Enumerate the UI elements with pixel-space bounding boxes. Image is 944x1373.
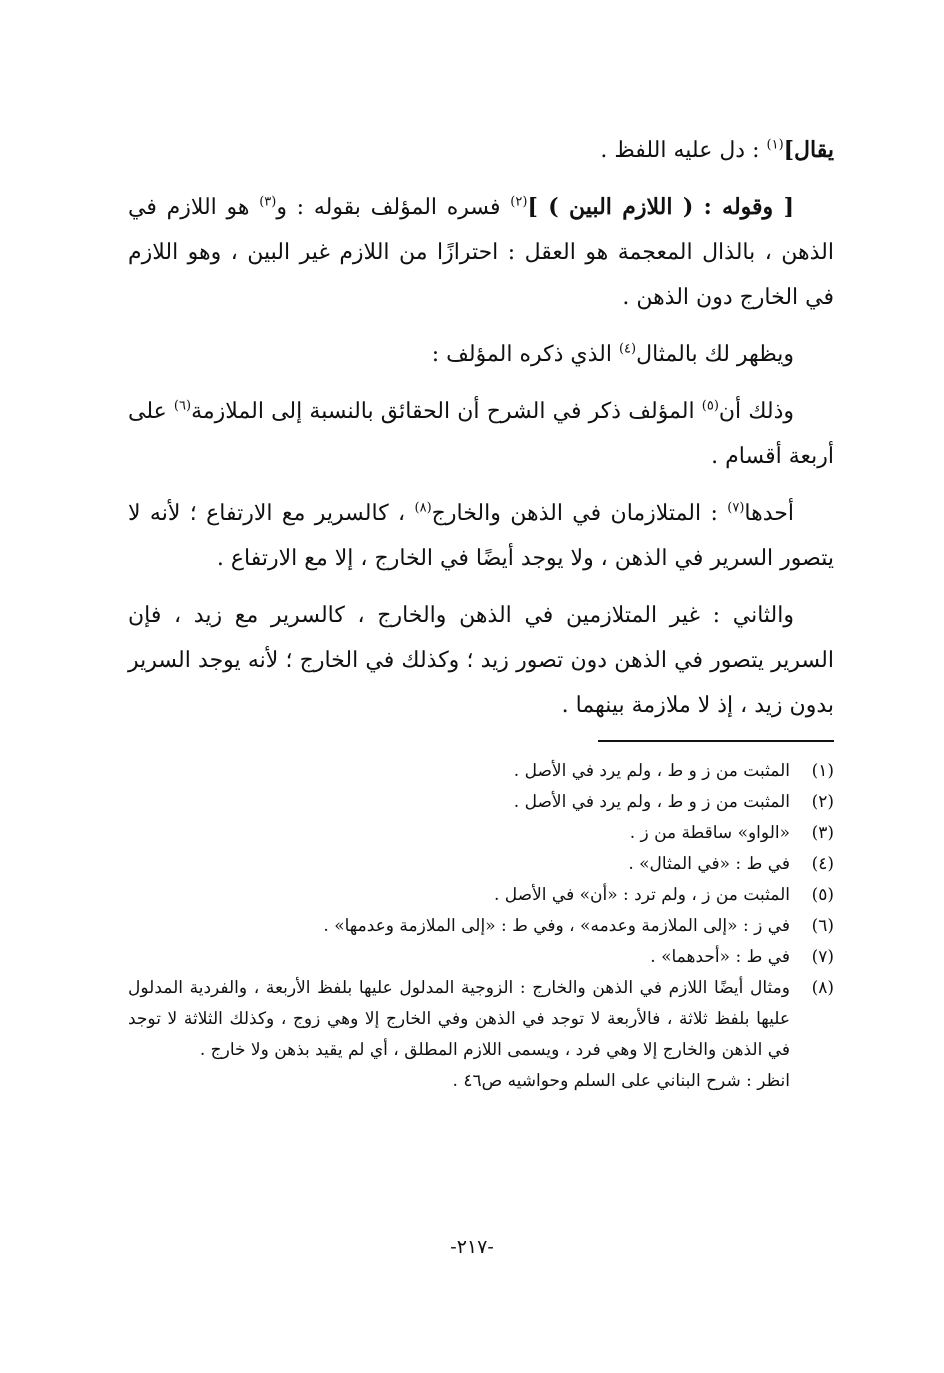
footnote-ref: (٧) bbox=[727, 500, 745, 516]
footnote-text: ومثال أيضًا اللازم في الذهن والخارج : الزوجية المدلول عليها بلفظ الأربعة ، والفردية المدلول عليها بلفظ ثلاثة ، فالأربعة لا توجد في الذهن وفي الخارج إلا وهي زوج ، وكذلك الثلاثة لا توجد في الذهن والخارج إلا وهي فرد ، ويسمى اللازم المطلق ، أي لم يقيد بذهن ولا خارج . bbox=[128, 978, 790, 1060]
footnote-number: (٨) bbox=[811, 978, 834, 998]
footnote-reference: انظر : شرح البناني على السلم وحواشيه ص٤٦ . bbox=[452, 1071, 790, 1091]
footnote-text: في ط : «في المثال» . bbox=[628, 854, 790, 874]
text-run: على أربعة أقسام . bbox=[128, 399, 834, 469]
footnote-text: المثبت من ز و ط ، ولم يرد في الأصل . bbox=[513, 792, 790, 812]
text-run: الذي ذكره المؤلف : bbox=[431, 342, 619, 367]
paragraph bbox=[128, 332, 834, 377]
footnote-ref: (٦) bbox=[173, 398, 192, 414]
footnote-ref: (٥) bbox=[701, 398, 719, 414]
text-run: المؤلف ذكر في الشرح أن الحقائق بالنسبة إلى الملازمة bbox=[191, 399, 702, 424]
paragraph bbox=[128, 128, 834, 173]
footnote-number: (٧) bbox=[811, 947, 834, 967]
footnote-item bbox=[128, 756, 834, 787]
footnote-number: (٥) bbox=[811, 885, 834, 905]
page-content bbox=[128, 128, 834, 1097]
footnote-item bbox=[128, 849, 834, 880]
text-run: هو اللازم في الذهن ، بالذال المعجمة هو العقل : احترازًا من اللازم غير البين ، وهو اللازم في الخارج دون الذهن . bbox=[128, 195, 834, 310]
text-run: : دل عليه اللفظ . bbox=[600, 138, 767, 163]
text-run: ويظهر لك بالمثال bbox=[636, 342, 794, 367]
footnote-number: (٢) bbox=[811, 792, 834, 812]
footnote-ref: (١) bbox=[766, 137, 784, 153]
footnote-text: المثبت من ز و ط ، ولم يرد في الأصل . bbox=[513, 761, 790, 781]
text-run: : المتلازمان في الذهن والخارج bbox=[431, 501, 728, 526]
footnote-ref: (٨) bbox=[414, 500, 432, 516]
text-run: وذلك أن bbox=[718, 399, 794, 424]
bold-text: يقال] bbox=[783, 137, 834, 163]
paragraph bbox=[128, 185, 834, 320]
footnote-text: في ز : «إلى الملازمة وعدمه» ، وفي ط : «إلى الملازمة وعدمها» . bbox=[323, 916, 790, 936]
footnote-item bbox=[128, 787, 834, 818]
footnote-number: (٣) bbox=[811, 823, 834, 843]
text-run: والثاني : غير المتلازمين في الذهن والخارج ، كالسرير مع زيد ، فإن السرير يتصور في الذهن دون تصور زيد ؛ وكذلك في الخارج ؛ لأنه يوجد السرير بدون زيد ، إذ لا ملازمة بينهما . bbox=[128, 603, 834, 718]
footnote-text: المثبت من ز ، ولم ترد : «أن» في الأصل . bbox=[493, 885, 790, 905]
footnote-text: في ط : «أحدهما» . bbox=[650, 947, 790, 967]
paragraph bbox=[128, 491, 834, 581]
main-text bbox=[128, 128, 834, 728]
footnote-item bbox=[128, 973, 834, 1066]
footnote-ref: (٢) bbox=[510, 194, 528, 210]
text-run: أحدها bbox=[744, 501, 794, 526]
footnote-number: (٦) bbox=[811, 916, 834, 936]
text-run: فسره المؤلف بقوله : و bbox=[276, 195, 511, 220]
footnote-ref: (٣) bbox=[259, 194, 277, 210]
footnote-item bbox=[128, 942, 834, 973]
footnote-number: (٤) bbox=[811, 854, 834, 874]
footnotes bbox=[128, 756, 834, 1097]
footnote-item bbox=[128, 880, 834, 911]
footnote-item bbox=[128, 818, 834, 849]
page-number: -٢١٧- bbox=[450, 1236, 494, 1258]
bold-text: [ وقوله : ( اللازم البين ) ] bbox=[527, 194, 794, 220]
paragraph bbox=[128, 389, 834, 479]
text-run: ، كالسرير مع الارتفاع ؛ لأنه لا يتصور السرير في الذهن ، ولا يوجد أيضًا في الخارج ، إلا مع الارتفاع . bbox=[128, 501, 834, 571]
footnote-separator bbox=[598, 740, 834, 742]
footnote-item bbox=[128, 911, 834, 942]
footnote-ref: (٤) bbox=[618, 341, 637, 357]
paragraph bbox=[128, 593, 834, 728]
footnote-number: (١) bbox=[811, 761, 834, 781]
footnote-text: «الواو» ساقطة من ز . bbox=[629, 823, 790, 843]
